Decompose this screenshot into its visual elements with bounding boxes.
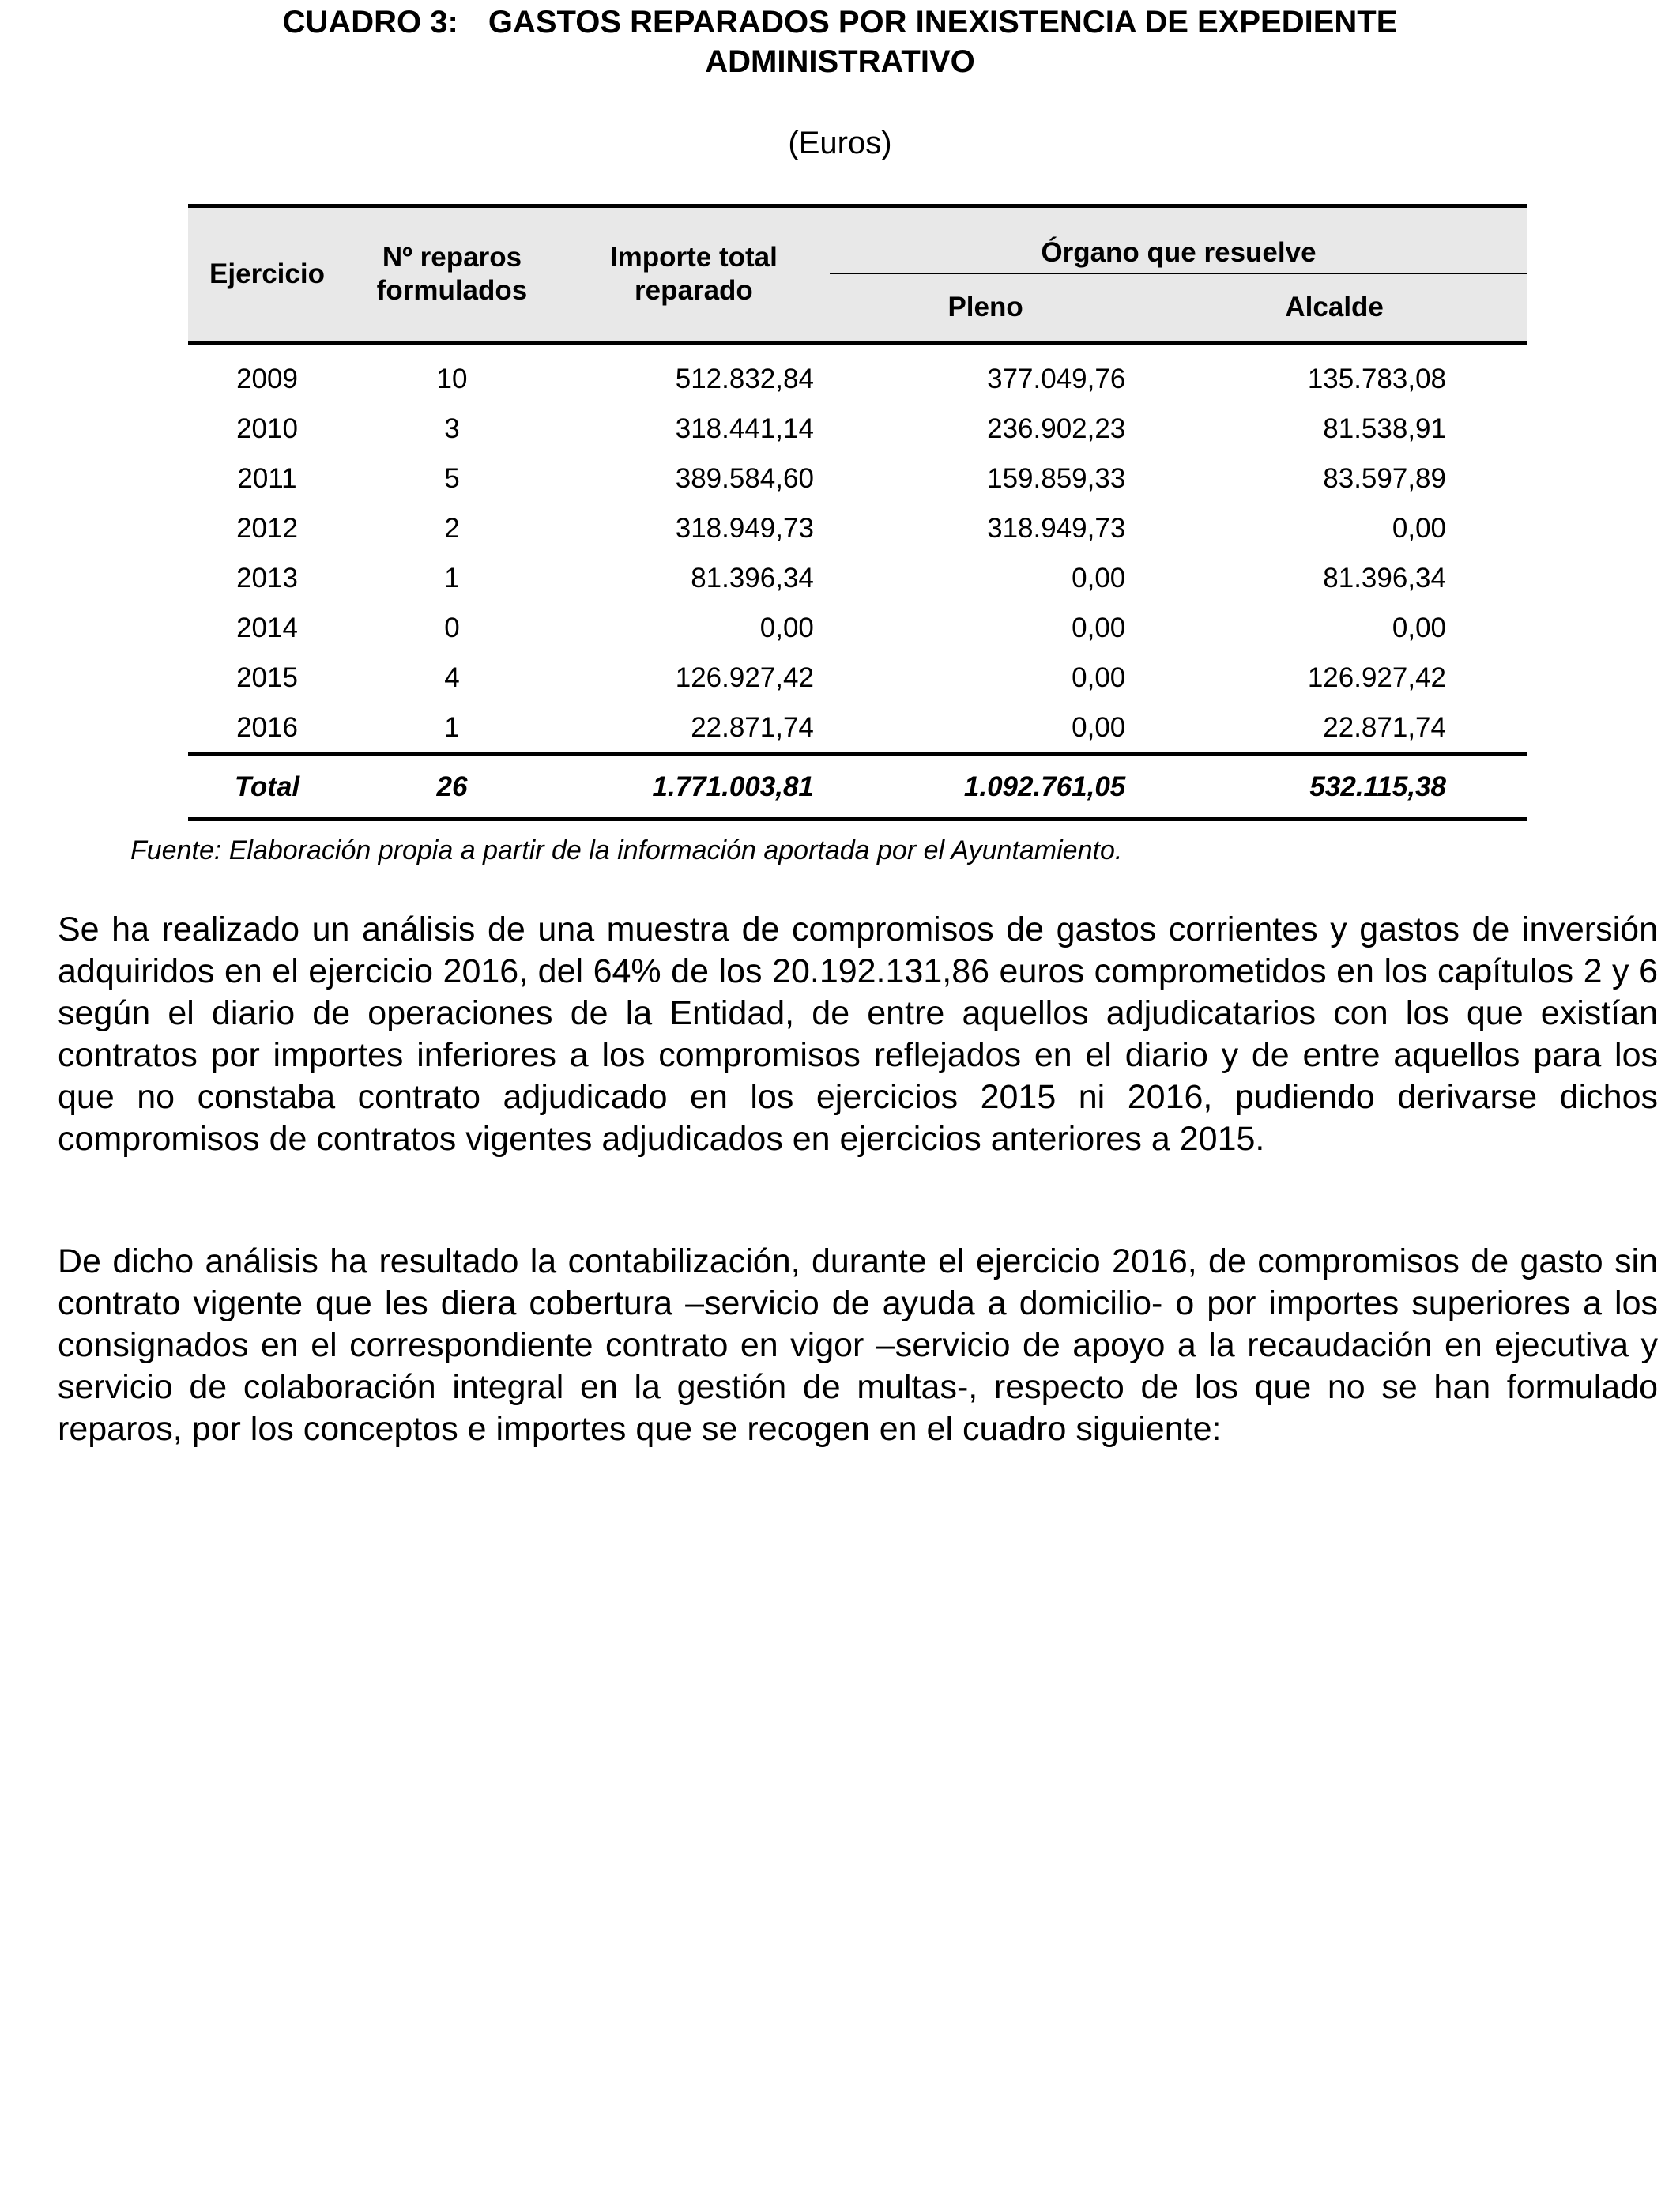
total-importe: 1.771.003,81 <box>558 755 830 820</box>
cell-reparos: 4 <box>444 662 460 693</box>
table-row <box>188 343 1527 405</box>
table-row <box>188 404 1527 454</box>
cell-alcalde: 83.597,89 <box>1323 463 1446 494</box>
table-title-line2: ADMINISTRATIVO <box>705 44 975 79</box>
cell-pleno: 318.949,73 <box>987 513 1126 544</box>
cell-reparos: 10 <box>436 364 468 394</box>
cell-reparos: 5 <box>444 463 460 494</box>
cell-reparos: 1 <box>444 563 460 594</box>
cell-importe: 81.396,34 <box>691 563 814 594</box>
table-subtitle-units: (Euros) <box>788 126 892 160</box>
table-row <box>188 653 1527 703</box>
table-row <box>188 603 1527 653</box>
cell-reparos: 2 <box>444 513 460 544</box>
total-label: Total <box>188 755 346 820</box>
cell-alcalde: 135.783,08 <box>1307 364 1446 394</box>
cell-year: 2016 <box>188 703 346 755</box>
cell-importe: 0,00 <box>759 613 814 643</box>
total-pleno: 1.092.761,05 <box>830 755 1141 820</box>
cell-year: 2014 <box>236 613 298 643</box>
cell-pleno: 236.902,23 <box>987 413 1126 444</box>
cell-importe: 318.441,14 <box>675 413 814 444</box>
cell-pleno: 0,00 <box>1072 662 1126 693</box>
cell-importe: 318.949,73 <box>675 513 814 544</box>
table-row <box>188 454 1527 503</box>
header-organo: Órgano que resuelve <box>830 206 1527 274</box>
header-importe: Importe total reparado <box>558 206 830 343</box>
cell-pleno: 0,00 <box>830 703 1141 755</box>
cell-reparos: 3 <box>444 413 460 444</box>
cell-year: 2013 <box>236 563 298 594</box>
cell-importe: 389.584,60 <box>675 463 814 494</box>
cell-reparos: 1 <box>346 703 558 755</box>
table-title <box>0 2 1680 43</box>
table-row <box>188 553 1527 603</box>
cell-pleno: 0,00 <box>1072 563 1126 594</box>
cell-alcalde: 22.871,74 <box>1141 703 1527 755</box>
cell-pleno: 0,00 <box>1072 613 1126 643</box>
total-row <box>188 755 1527 820</box>
cell-year: 2011 <box>237 463 297 494</box>
cell-pleno: 377.049,76 <box>987 364 1126 394</box>
total-alcalde: 532.115,38 <box>1141 755 1527 820</box>
cell-year: 2009 <box>236 364 298 394</box>
header-ejercicio: Ejercicio <box>188 206 346 343</box>
gastos-reparados-table <box>188 204 1527 821</box>
cell-alcalde: 0,00 <box>1392 513 1446 544</box>
body-paragraph-1: Se ha realizado un análisis de una muestra de compromisos de gastos corrientes y gastos de inversión adquiridos en el ejercicio 2016, del 64% de los 20.192.131,86 euros comprometidos en los capítulos 2 y 6 según el diario de operaciones de la Entidad, de entre aquellos adjudicatarios con los que existían contratos por importes inferiores a los compromisos reflejados en el diario y de entre aquellos para los que no constaba contrato adjudicado en los ejercicios 2015 ni 2016, pudiendo derivarse dichos compromisos de contratos vigentes adjudicados en ejercicios anteriores a 2015. <box>58 910 1658 1158</box>
cell-reparos: 0 <box>444 613 460 643</box>
table-row <box>188 703 1527 755</box>
cell-alcalde: 81.538,91 <box>1323 413 1446 444</box>
cell-importe: 126.927,42 <box>675 662 814 693</box>
cell-pleno: 159.859,33 <box>987 463 1126 494</box>
header-reparos: Nº reparos formulados <box>346 206 558 343</box>
header-pleno: Pleno <box>830 273 1141 343</box>
cell-year: 2012 <box>236 513 298 544</box>
title-text-line1: GASTOS REPARADOS POR INEXISTENCIA DE EXPEDIENTE <box>488 5 1398 40</box>
title-label: CUADRO 3: <box>282 5 458 40</box>
cell-year: 2015 <box>236 662 298 693</box>
cell-importe: 512.832,84 <box>675 364 814 394</box>
body-paragraph-2: De dicho análisis ha resultado la contabilización, durante el ejercicio 2016, de compromisos de gasto sin contrato vigente que les diera cobertura –servicio de ayuda a domicilio- o por importes superiores a los consignados en el correspondiente contrato en vigor –servicio de apoyo a la recaudación en ejecutiva y servicio de colaboración integral en la gestión de multas-, respecto de los que no se han formulado reparos, por los conceptos e importes que se recogen en el cuadro siguiente: <box>58 1242 1658 1448</box>
cell-alcalde: 126.927,42 <box>1307 662 1446 693</box>
source-note: Fuente: Elaboración propia a partir de la información aportada por el Ayuntamiento. <box>130 835 1123 865</box>
cell-alcalde: 0,00 <box>1392 613 1446 643</box>
table-row <box>188 503 1527 553</box>
total-reparos: 26 <box>346 755 558 820</box>
header-alcalde: Alcalde <box>1141 273 1527 343</box>
cell-importe: 22.871,74 <box>558 703 830 755</box>
cell-alcalde: 81.396,34 <box>1323 563 1446 594</box>
cell-year: 2010 <box>236 413 298 444</box>
